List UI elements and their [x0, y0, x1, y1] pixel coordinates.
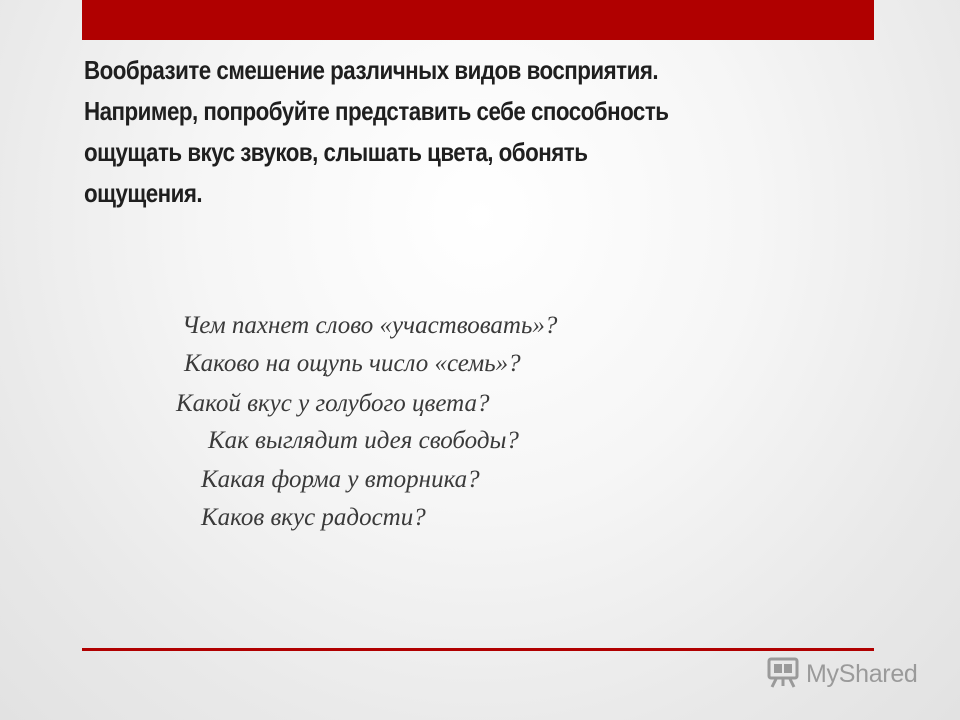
heading-line: Например, попробуйте представить себе способность [84, 96, 669, 126]
bottom-divider [82, 648, 874, 651]
heading-line: ощущения. [84, 178, 203, 208]
top-accent-bar [82, 0, 874, 40]
question-item: Как выглядит идея свободы? [208, 427, 519, 454]
myshared-logo [766, 656, 918, 692]
slide-heading [84, 50, 858, 214]
logo-text: MyShared [806, 659, 918, 688]
question-item: Каков вкус радости? [201, 504, 426, 531]
question-item: Каково на ощупь число «семь»? [184, 350, 521, 377]
presentation-board-icon [766, 655, 800, 694]
heading-line: ощущать вкус звуков, слышать цвета, обонять [84, 137, 588, 167]
question-item: Чем пахнет слово «участвовать»? [182, 312, 558, 339]
question-item: Какой вкус у голубого цвета? [176, 390, 490, 417]
question-item: Какая форма у вторника? [201, 466, 480, 493]
heading-line: Вообразите смешение различных видов восприятия. [84, 55, 659, 85]
